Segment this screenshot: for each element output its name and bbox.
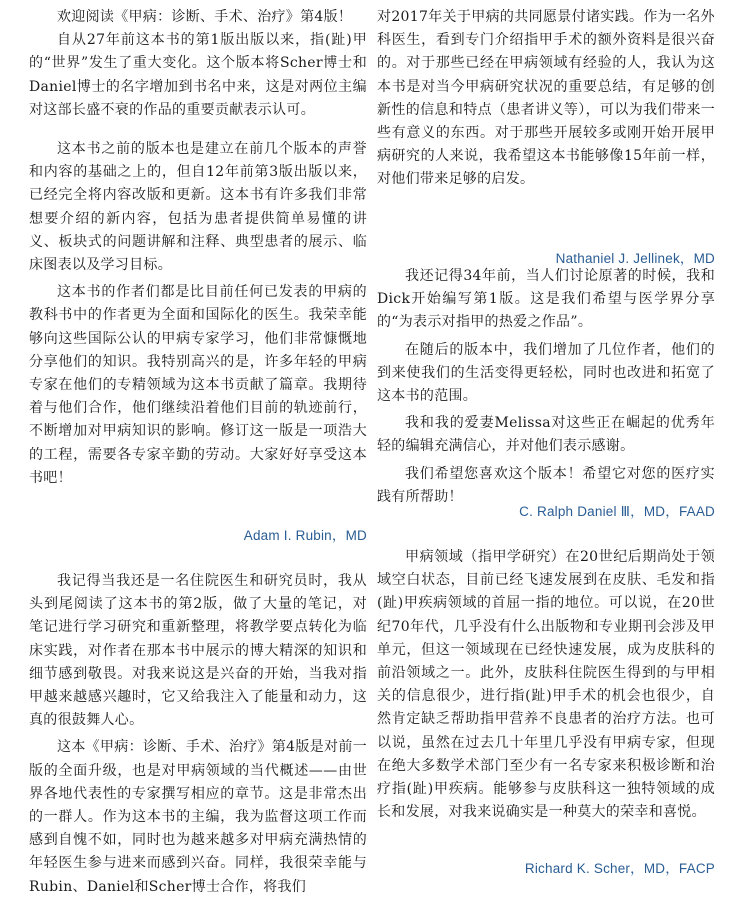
jellinek-preface [29,570,367,899]
paragraph: 这本书之前的版本也是建立在前几个版本的声誉和内容的基础之上的，但自12年前第3版出版以来，已经完全将内容改版和更新。这本书有许多我们非常想要介绍的新内容，包括为患者提供简单易懂的讲义、板块式的问题讲解和注释、典型患者的展示、临床图表以及学习目标。 [29,141,367,274]
paragraph: 我们希望您喜欢这个版本！希望它对您的医疗实践有所帮助！ [377,465,715,505]
paragraph: 我还记得34年前，当人们讨论原著的时候，我和Dick开始编写第1版。这是我们希望与医学界分享的“为表示对指甲的热爱之作品”。 [377,268,715,331]
paragraph: 我和我的爱妻Melissa对这些正在崛起的优秀年轻的编辑充满信心，并对他们表示感谢。 [377,415,715,455]
paragraph: 对2017年关于甲病的共同愿景付诸实践。作为一名外科医生，看到专门介绍指甲手术的额外资料是很兴奋的。对于那些已经在甲病领域有经验的人，我认为这本书是对当今甲病研究状况的重要总结，有足够的创新性的信息和特点（患者讲义等），可以为我们带来一些有意义的东西。对于那些开展较多或刚开始开展甲病研究的人来说，我希望这本书能够像15年前一样，对他们带来足够的启发。 [377,9,715,188]
paragraph: 甲病领域（指甲学研究）在20世纪后期尚处于领域空白状态，目前已经飞速发展到在皮肤、毛发和指(趾)甲疾病领域的首屈一指的地位。可以说，在20世纪70年代，几乎没有什么出版物和专业期刊会涉及甲单元，但这一领域现在已经快速发展，成为皮肤科的前沿领域之一。此外，皮肤科住院医生得到的与甲相关的信息很少，进行指(趾)甲手术的机会也很少，自然肯定缺乏帮助指甲营养不良患者的治疗方法。也可以说，虽然在过去几十年里几乎没有甲病专家，但现在绝大多数学术部门至少有一名专家来积极诊断和治疗指(趾)甲疾病。能够参与皮肤科这一独特领域的成长和发展，对我来说确实是一种莫大的荣幸和喜悦。 [377,549,715,821]
paragraph: 这本《甲病：诊断、手术、治疗》第4版是对前一版的全面升级，也是对甲病领域的当代概述——由世界各地代表性的专家撰写相应的章节。这是非常杰出的一群人。作为这本书的主编，我为监督这项工作而感到自愧不如，同时也为越来越多对甲病充满热情的年轻医生参与进来而感到兴奋。同样，我很荣幸能与Rubin、Daniel和Scher博士合作，将我们 [29,739,367,895]
paragraph: 这本书的作者们都是比目前任何已发表的甲病的教科书中的作者更为全面和国际化的医生。我荣幸能够向这些国际公认的甲病专家学习，他们非常慷慨地分享他们的知识。我特别高兴的是，许多年轻的甲病专家在他们的专精领域为这本书贡献了篇章。我期待着与他们合作，他们继续沿着他们目前的轨迹前行，不断增加对甲病知识的影响。修订这一版是一项浩大的工程，需要各专家辛勤的劳动。大家好好享受这本书吧！ [29,284,367,486]
daniel-preface [377,265,715,509]
rubin-preface [29,6,367,490]
scher-preface [377,546,715,824]
paragraph: 我记得当我还是一名住院医生和研究员时，我从头到尾阅读了这本书的第2版，做了大量的笔记，对笔记进行学习研究和重新整理，将教学要点转化为临床实践，对作者在那本书中展示的博大精深的知识和细节感到敬畏。对我来说这是兴奋的开始，当我对指甲越来越感兴趣时，它又给我注入了能量和动力，这真的很鼓舞人心。 [29,573,367,729]
paragraph: 自从27年前这本书的第1版出版以来，指(趾)甲的“世界”发生了重大变化。这个版本将Scher博士和Daniel博士的名字增加到书名中来，这是对两位主编对这部长盛不衰的作品的重要贡献表示认可。 [29,32,367,118]
jellinek-preface-cont [377,6,715,192]
paragraph: 在随后的版本中，我们增加了几位作者，他们的到来使我们的生活变得更轻松，同时也改进和拓宽了这本书的范围。 [377,341,715,405]
signature-jellinek: Nathaniel J. Jellinek，MD [555,251,715,266]
paragraph: 欢迎阅读《甲病：诊断、手术、治疗》第4版！ [57,9,353,25]
signature-daniel: C. Ralph Daniel Ⅲ，MD，FAAD [519,504,715,519]
signature-rubin: Adam I. Rubin，MD [243,528,367,543]
signature-scher: Richard K. Scher，MD，FACP [524,861,715,876]
